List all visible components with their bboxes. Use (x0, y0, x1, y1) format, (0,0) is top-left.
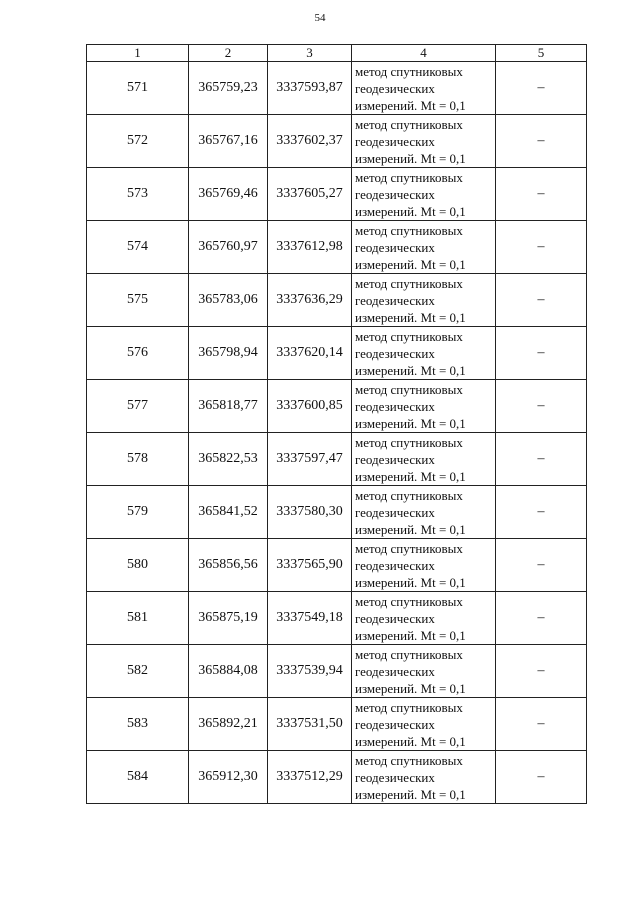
point-number-cell: 584 (87, 751, 189, 804)
point-number-cell: 576 (87, 327, 189, 380)
y-coordinate-cell: 3337580,30 (268, 486, 352, 539)
y-coordinate-cell: 3337620,14 (268, 327, 352, 380)
method-line: геодезических (355, 769, 435, 785)
method-cell (352, 62, 496, 115)
column-header-3: 3 (268, 45, 352, 62)
x-coordinate-cell: 365841,52 (189, 486, 268, 539)
y-coordinate-cell: 3337512,29 (268, 751, 352, 804)
x-coordinate-cell: 365884,08 (189, 645, 268, 698)
x-coordinate-cell: 365760,97 (189, 221, 268, 274)
method-line: геодезических (355, 133, 435, 149)
x-coordinate-cell: 365818,77 (189, 380, 268, 433)
method-line: измерений. Mt = 0,1 (355, 362, 466, 378)
note-cell: – (496, 380, 587, 433)
method-cell (352, 539, 496, 592)
note-cell: – (496, 645, 587, 698)
method-cell (352, 221, 496, 274)
method-cell (352, 486, 496, 539)
x-coordinate-cell: 365912,30 (189, 751, 268, 804)
method-cell (352, 274, 496, 327)
table-row (87, 62, 587, 115)
method-line: измерений. Mt = 0,1 (355, 309, 466, 325)
method-line: геодезических (355, 80, 435, 96)
x-coordinate-cell: 365875,19 (189, 592, 268, 645)
column-header-5: 5 (496, 45, 587, 62)
method-cell (352, 645, 496, 698)
method-line: измерений. Mt = 0,1 (355, 468, 466, 484)
note-cell: – (496, 115, 587, 168)
method-line: измерений. Mt = 0,1 (355, 733, 466, 749)
table-row (87, 592, 587, 645)
point-number-cell: 577 (87, 380, 189, 433)
y-coordinate-cell: 3337600,85 (268, 380, 352, 433)
method-line: геодезических (355, 398, 435, 414)
x-coordinate-cell: 365856,56 (189, 539, 268, 592)
method-line: измерений. Mt = 0,1 (355, 574, 466, 590)
note-cell: – (496, 168, 587, 221)
point-number-cell: 581 (87, 592, 189, 645)
y-coordinate-cell: 3337565,90 (268, 539, 352, 592)
method-line: измерений. Mt = 0,1 (355, 786, 466, 802)
table-row (87, 539, 587, 592)
method-line: метод спутниковых (355, 699, 463, 715)
column-header-1: 1 (87, 45, 189, 62)
point-number-cell: 571 (87, 62, 189, 115)
x-coordinate-cell: 365798,94 (189, 327, 268, 380)
method-cell (352, 592, 496, 645)
table-row (87, 327, 587, 380)
point-number-cell: 580 (87, 539, 189, 592)
y-coordinate-cell: 3337612,98 (268, 221, 352, 274)
method-line: метод спутниковых (355, 169, 463, 185)
note-cell: – (496, 221, 587, 274)
method-line: метод спутниковых (355, 487, 463, 503)
method-line: метод спутниковых (355, 434, 463, 450)
point-number-cell: 574 (87, 221, 189, 274)
method-line: геодезических (355, 292, 435, 308)
method-line: метод спутниковых (355, 222, 463, 238)
method-line: метод спутниковых (355, 116, 463, 132)
note-cell: – (496, 486, 587, 539)
y-coordinate-cell: 3337597,47 (268, 433, 352, 486)
column-header-2: 2 (189, 45, 268, 62)
method-line: геодезических (355, 557, 435, 573)
y-coordinate-cell: 3337531,50 (268, 698, 352, 751)
y-coordinate-cell: 3337602,37 (268, 115, 352, 168)
method-line: геодезических (355, 504, 435, 520)
method-line: измерений. Mt = 0,1 (355, 521, 466, 537)
note-cell: – (496, 327, 587, 380)
method-line: метод спутниковых (355, 752, 463, 768)
y-coordinate-cell: 3337549,18 (268, 592, 352, 645)
method-line: геодезических (355, 239, 435, 255)
method-line: метод спутниковых (355, 540, 463, 556)
table-header-row (87, 45, 587, 62)
column-header-4: 4 (352, 45, 496, 62)
method-line: геодезических (355, 716, 435, 732)
page-number: 54 (314, 12, 326, 24)
method-cell (352, 751, 496, 804)
x-coordinate-cell: 365892,21 (189, 698, 268, 751)
x-coordinate-cell: 365767,16 (189, 115, 268, 168)
method-line: метод спутниковых (355, 275, 463, 291)
table-row (87, 645, 587, 698)
point-number-cell: 572 (87, 115, 189, 168)
method-line: измерений. Mt = 0,1 (355, 203, 466, 219)
table-row (87, 433, 587, 486)
method-line: измерений. Mt = 0,1 (355, 256, 466, 272)
method-line: измерений. Mt = 0,1 (355, 627, 466, 643)
point-number-cell: 583 (87, 698, 189, 751)
method-line: измерений. Mt = 0,1 (355, 97, 466, 113)
method-cell (352, 327, 496, 380)
method-cell (352, 115, 496, 168)
table-row (87, 486, 587, 539)
note-cell: – (496, 698, 587, 751)
x-coordinate-cell: 365783,06 (189, 274, 268, 327)
table-row (87, 221, 587, 274)
y-coordinate-cell: 3337636,29 (268, 274, 352, 327)
note-cell: – (496, 592, 587, 645)
point-number-cell: 582 (87, 645, 189, 698)
note-cell: – (496, 433, 587, 486)
method-line: метод спутниковых (355, 328, 463, 344)
y-coordinate-cell: 3337593,87 (268, 62, 352, 115)
method-line: метод спутниковых (355, 63, 463, 79)
point-number-cell: 579 (87, 486, 189, 539)
point-number-cell: 578 (87, 433, 189, 486)
method-cell (352, 433, 496, 486)
method-line: измерений. Mt = 0,1 (355, 680, 466, 696)
method-cell (352, 380, 496, 433)
table-row (87, 274, 587, 327)
method-line: геодезических (355, 186, 435, 202)
method-cell (352, 168, 496, 221)
method-line: геодезических (355, 451, 435, 467)
table-row (87, 380, 587, 433)
note-cell: – (496, 62, 587, 115)
x-coordinate-cell: 365822,53 (189, 433, 268, 486)
y-coordinate-cell: 3337539,94 (268, 645, 352, 698)
point-number-cell: 573 (87, 168, 189, 221)
y-coordinate-cell: 3337605,27 (268, 168, 352, 221)
method-line: метод спутниковых (355, 646, 463, 662)
note-cell: – (496, 539, 587, 592)
x-coordinate-cell: 365769,46 (189, 168, 268, 221)
note-cell: – (496, 274, 587, 327)
table-row (87, 698, 587, 751)
method-cell (352, 698, 496, 751)
point-number-cell: 575 (87, 274, 189, 327)
method-line: измерений. Mt = 0,1 (355, 150, 466, 166)
method-line: геодезических (355, 345, 435, 361)
table-row (87, 115, 587, 168)
table-row (87, 751, 587, 804)
table-row (87, 168, 587, 221)
method-line: геодезических (355, 610, 435, 626)
method-line: измерений. Mt = 0,1 (355, 415, 466, 431)
note-cell: – (496, 751, 587, 804)
method-line: метод спутниковых (355, 593, 463, 609)
method-line: геодезических (355, 663, 435, 679)
x-coordinate-cell: 365759,23 (189, 62, 268, 115)
coordinates-table (86, 44, 587, 804)
method-line: метод спутниковых (355, 381, 463, 397)
